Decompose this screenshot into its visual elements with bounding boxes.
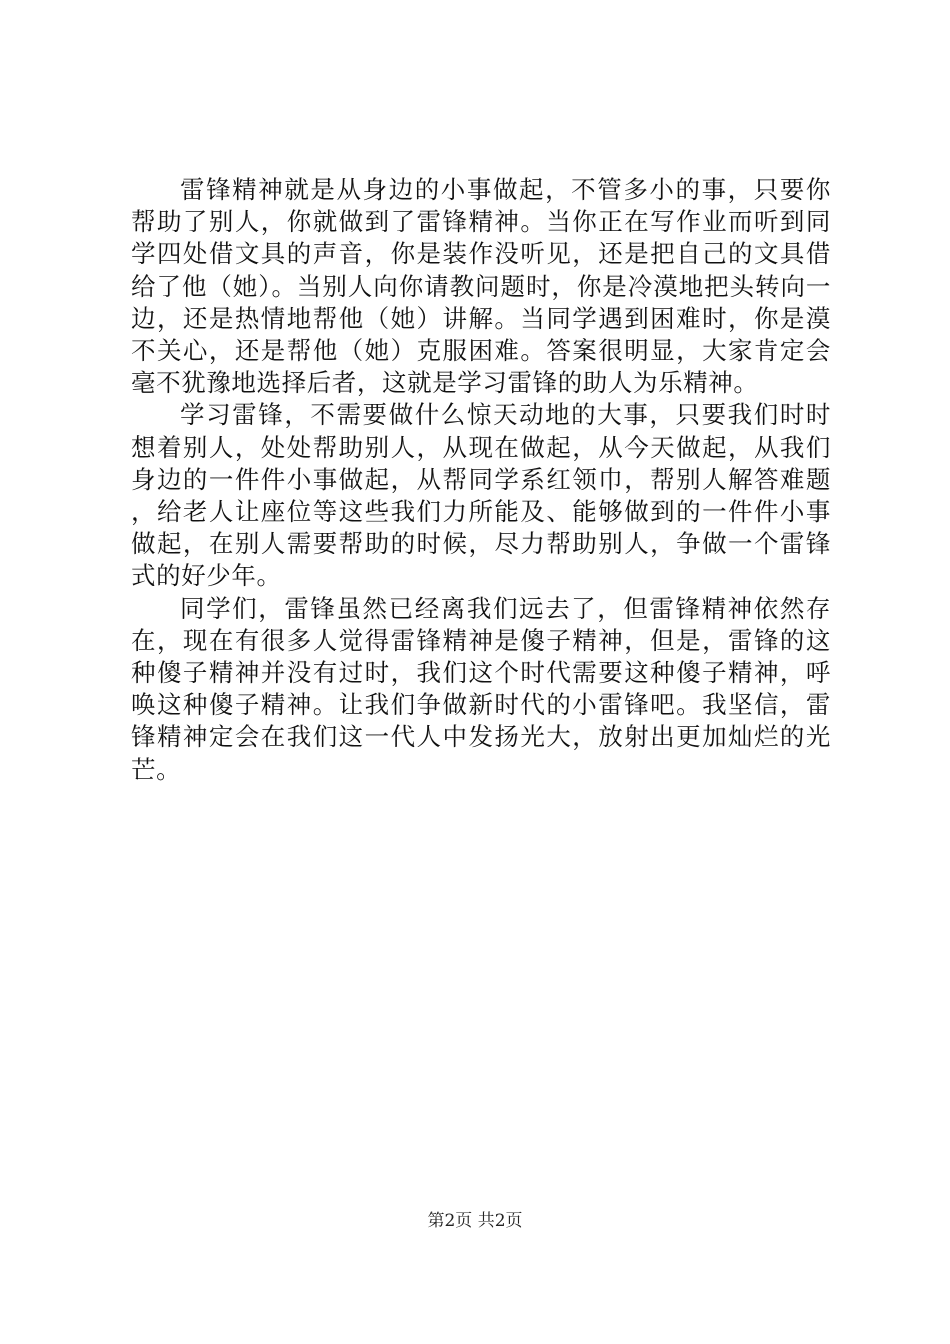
document-body: [131, 174, 831, 786]
paragraph-3: 同学们，雷锋虽然已经离我们远去了，但雷锋精神依然存在，现在有很多人觉得雷锋精神是傻子精神，但是，雷锋的这种傻子精神并没有过时，我们这个时代需要这种傻子精神，呼唤这种傻子精神。让我们争做新时代的小雷锋吧。我坚信，雷锋精神定会在我们这一代人中发扬光大，放射出更加灿烂的光芒。: [131, 593, 831, 784]
paragraph-2: 学习雷锋，不需要做什么惊天动地的大事，只要我们时时想着别人，处处帮助别人，从现在做起，从今天做起，从我们身边的一件件小事做起，从帮同学系红领巾，帮别人解答难题，给老人让座位等这些我们力所能及、能够做到的一件件小事做起，在别人需要帮助的时候，尽力帮助别人，争做一个雷锋式的好少年。: [131, 400, 831, 591]
paragraph-1: 雷锋精神就是从身边的小事做起，不管多小的事，只要你帮助了别人，你就做到了雷锋精神。当你正在写作业而听到同学四处借文具的声音，你是装作没听见，还是把自己的文具借给了他（她）。当别人向你请教问题时，你是冷漠地把头转向一边，还是热情地帮他（她）讲解。当同学遇到困难时，你是漠不关心，还是帮他（她）克服困难。答案很明显，大家肯定会毫不犹豫地选择后者，这就是学习雷锋的助人为乐精神。: [131, 175, 831, 398]
page-number-footer: 第2页 共2页: [427, 1211, 523, 1231]
